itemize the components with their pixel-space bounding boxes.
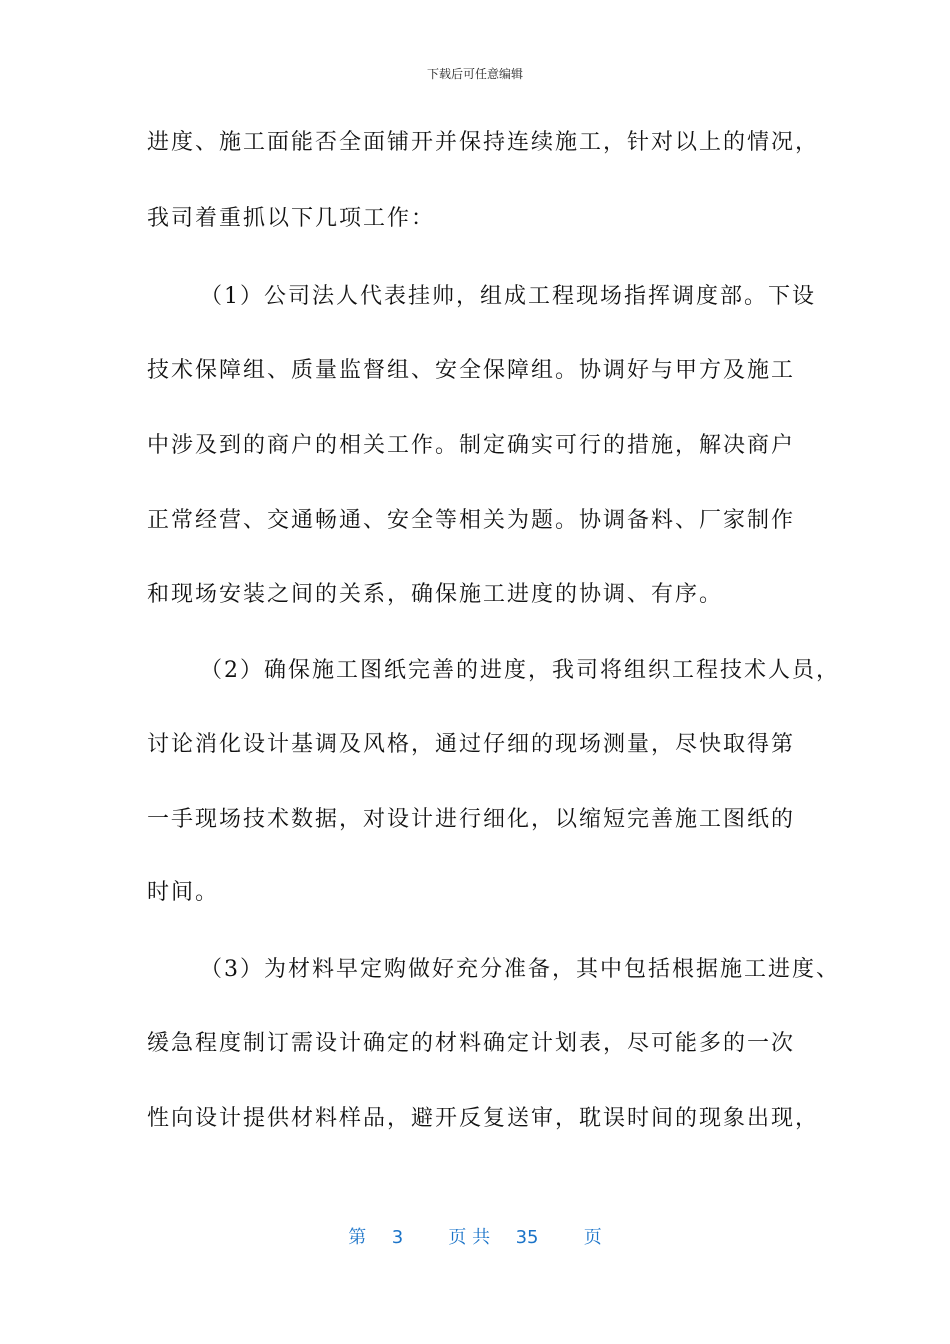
paragraph-1-start: （1）公司法人代表挂帅，组成工程现场指挥调度部。下设 <box>200 284 816 309</box>
paragraph-2-start: （2）确保施工图纸完善的进度，我司将组织工程技术人员， <box>200 658 840 683</box>
current-page-number: 3 <box>391 1227 404 1248</box>
text-line: 进度、施工面能否全面铺开并保持连续施工，针对以上的情况， <box>147 130 820 155</box>
text-line: 缓急程度制订需设计确定的材料确定计划表，尽可能多的一次 <box>147 1031 796 1056</box>
total-page-count: 35 <box>515 1227 539 1248</box>
footer-prefix: 第 <box>348 1227 367 1248</box>
footer-suffix: 页 <box>583 1227 602 1248</box>
text-line: 性向设计提供材料样品，避开反复送审，耽误时间的现象出现， <box>147 1106 820 1131</box>
footer-middle: 页 共 <box>448 1227 491 1248</box>
page-footer <box>0 1226 950 1250</box>
page-header: 下载后可任意编辑 <box>426 67 523 81</box>
text-line: 时间。 <box>147 880 220 905</box>
text-line: 和现场安装之间的关系，确保施工进度的协调、有序。 <box>147 582 724 607</box>
text-line: 讨论消化设计基调及风格，通过仔细的现场测量，尽快取得第 <box>147 732 796 757</box>
text-line: 技术保障组、质量监督组、安全保障组。协调好与甲方及施工 <box>147 358 796 383</box>
text-line: 正常经营、交通畅通、安全等相关为题。协调备料、厂家制作 <box>147 508 796 533</box>
text-line: 中涉及到的商户的相关工作。制定确实可行的措施，解决商户 <box>147 433 796 458</box>
text-line: 我司着重抓以下几项工作： <box>147 206 436 231</box>
paragraph-3-start: （3）为材料早定购做好充分准备，其中包括根据施工进度、 <box>200 957 840 982</box>
text-line: 一手现场技术数据，对设计进行细化，以缩短完善施工图纸的 <box>147 807 796 832</box>
